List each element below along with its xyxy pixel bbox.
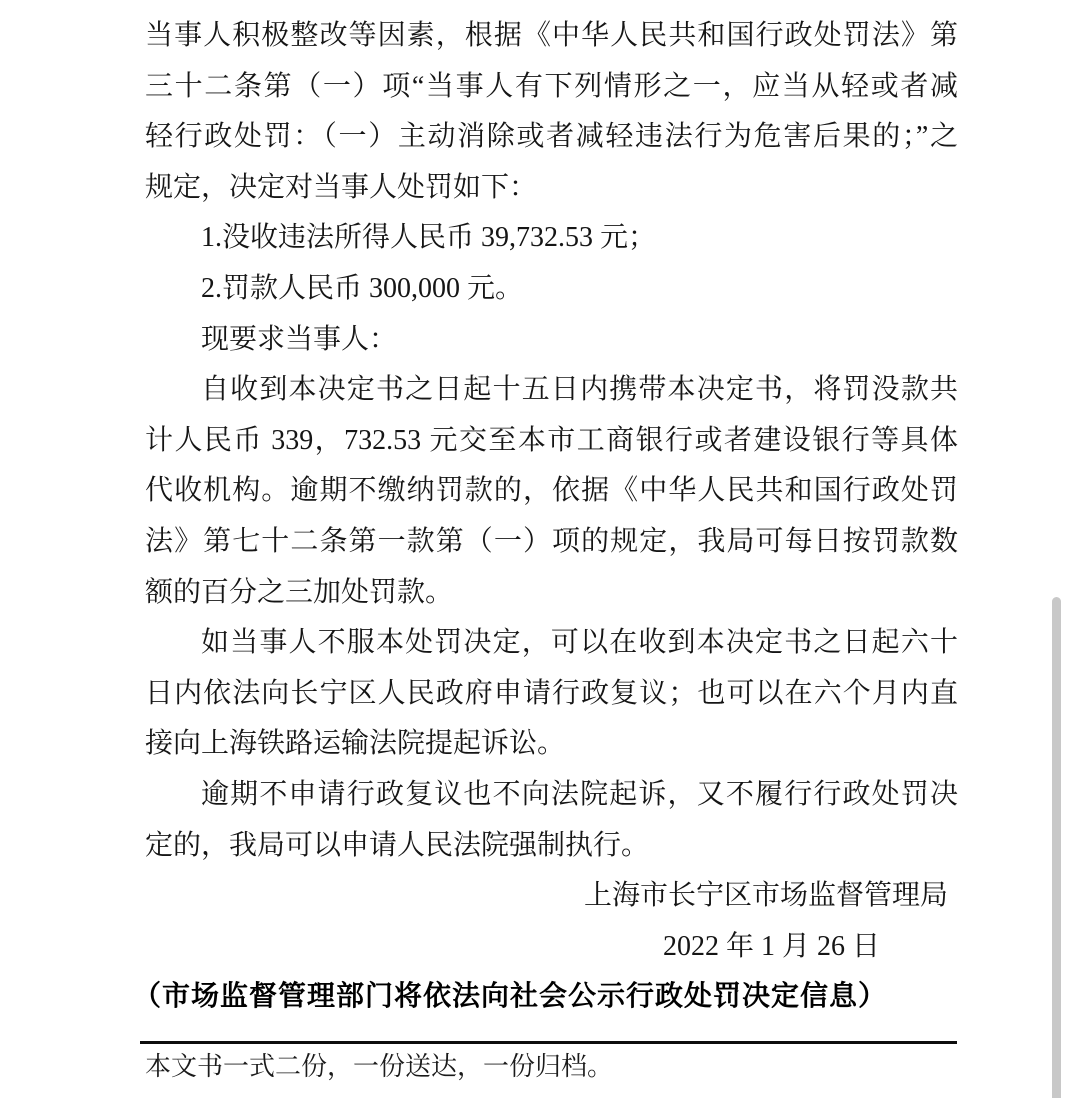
- disclosure-note: （市场监督管理部门将依法向社会公示行政处罚决定信息）: [133, 981, 888, 1013]
- document-body: [133, 11, 958, 1023]
- body-line: 规定，决定对当事人处罚如下：: [145, 171, 538, 203]
- body-line: 接向上海铁路运输法院提起诉讼。: [145, 728, 566, 760]
- body-line: 如当事人不服本处罚决定，可以在收到本决定书之日起六十: [201, 627, 958, 659]
- body-line: 法》第七十二条第一款第（一）项的规定，我局可每日按罚款数: [145, 525, 958, 557]
- vertical-scrollbar-thumb[interactable]: [1052, 597, 1061, 1098]
- body-line: 额的百分之三加处罚款。: [145, 576, 454, 608]
- body-line: 日内依法向长宁区人民政府申请行政复议；也可以在六个月内直: [145, 677, 958, 709]
- body-line: 三十二条第（一）项“当事人有下列情形之一，应当从轻或者减: [145, 70, 958, 102]
- footer-divider: [140, 1041, 957, 1044]
- body-line: 自收到本决定书之日起十五日内携带本决定书，将罚没款共: [201, 374, 958, 406]
- copies-note: 本文书一式二份，一份送达，一份归档。: [145, 1052, 614, 1081]
- issuing-authority: 上海市长宁区市场监督管理局: [583, 880, 948, 912]
- body-line: 逾期不申请行政复议也不向法院起诉，又不履行行政处罚决: [201, 778, 958, 810]
- penalty-item-1: 1.没收违法所得人民币 39,732.53 元；: [201, 222, 657, 254]
- body-line: 定的，我局可以申请人民法院强制执行。: [145, 829, 650, 861]
- body-line: 当事人积极整改等因素，根据《中华人民共和国行政处罚法》第: [145, 20, 958, 51]
- body-line: 代收机构。逾期不缴纳罚款的，依据《中华人民共和国行政处罚: [145, 475, 958, 507]
- decision-date: 2022 年 1 月 26 日: [662, 930, 880, 962]
- penalty-item-2: 2.罚款人民币 300,000 元。: [201, 272, 524, 304]
- body-line: 轻行政处罚：（一）主动消除或者减轻违法行为危害后果的；”之: [145, 121, 958, 153]
- body-line: 现要求当事人：: [201, 323, 398, 355]
- body-line: 计人民币 339，732.53 元交至本市工商银行或者建设银行等具体: [145, 424, 958, 456]
